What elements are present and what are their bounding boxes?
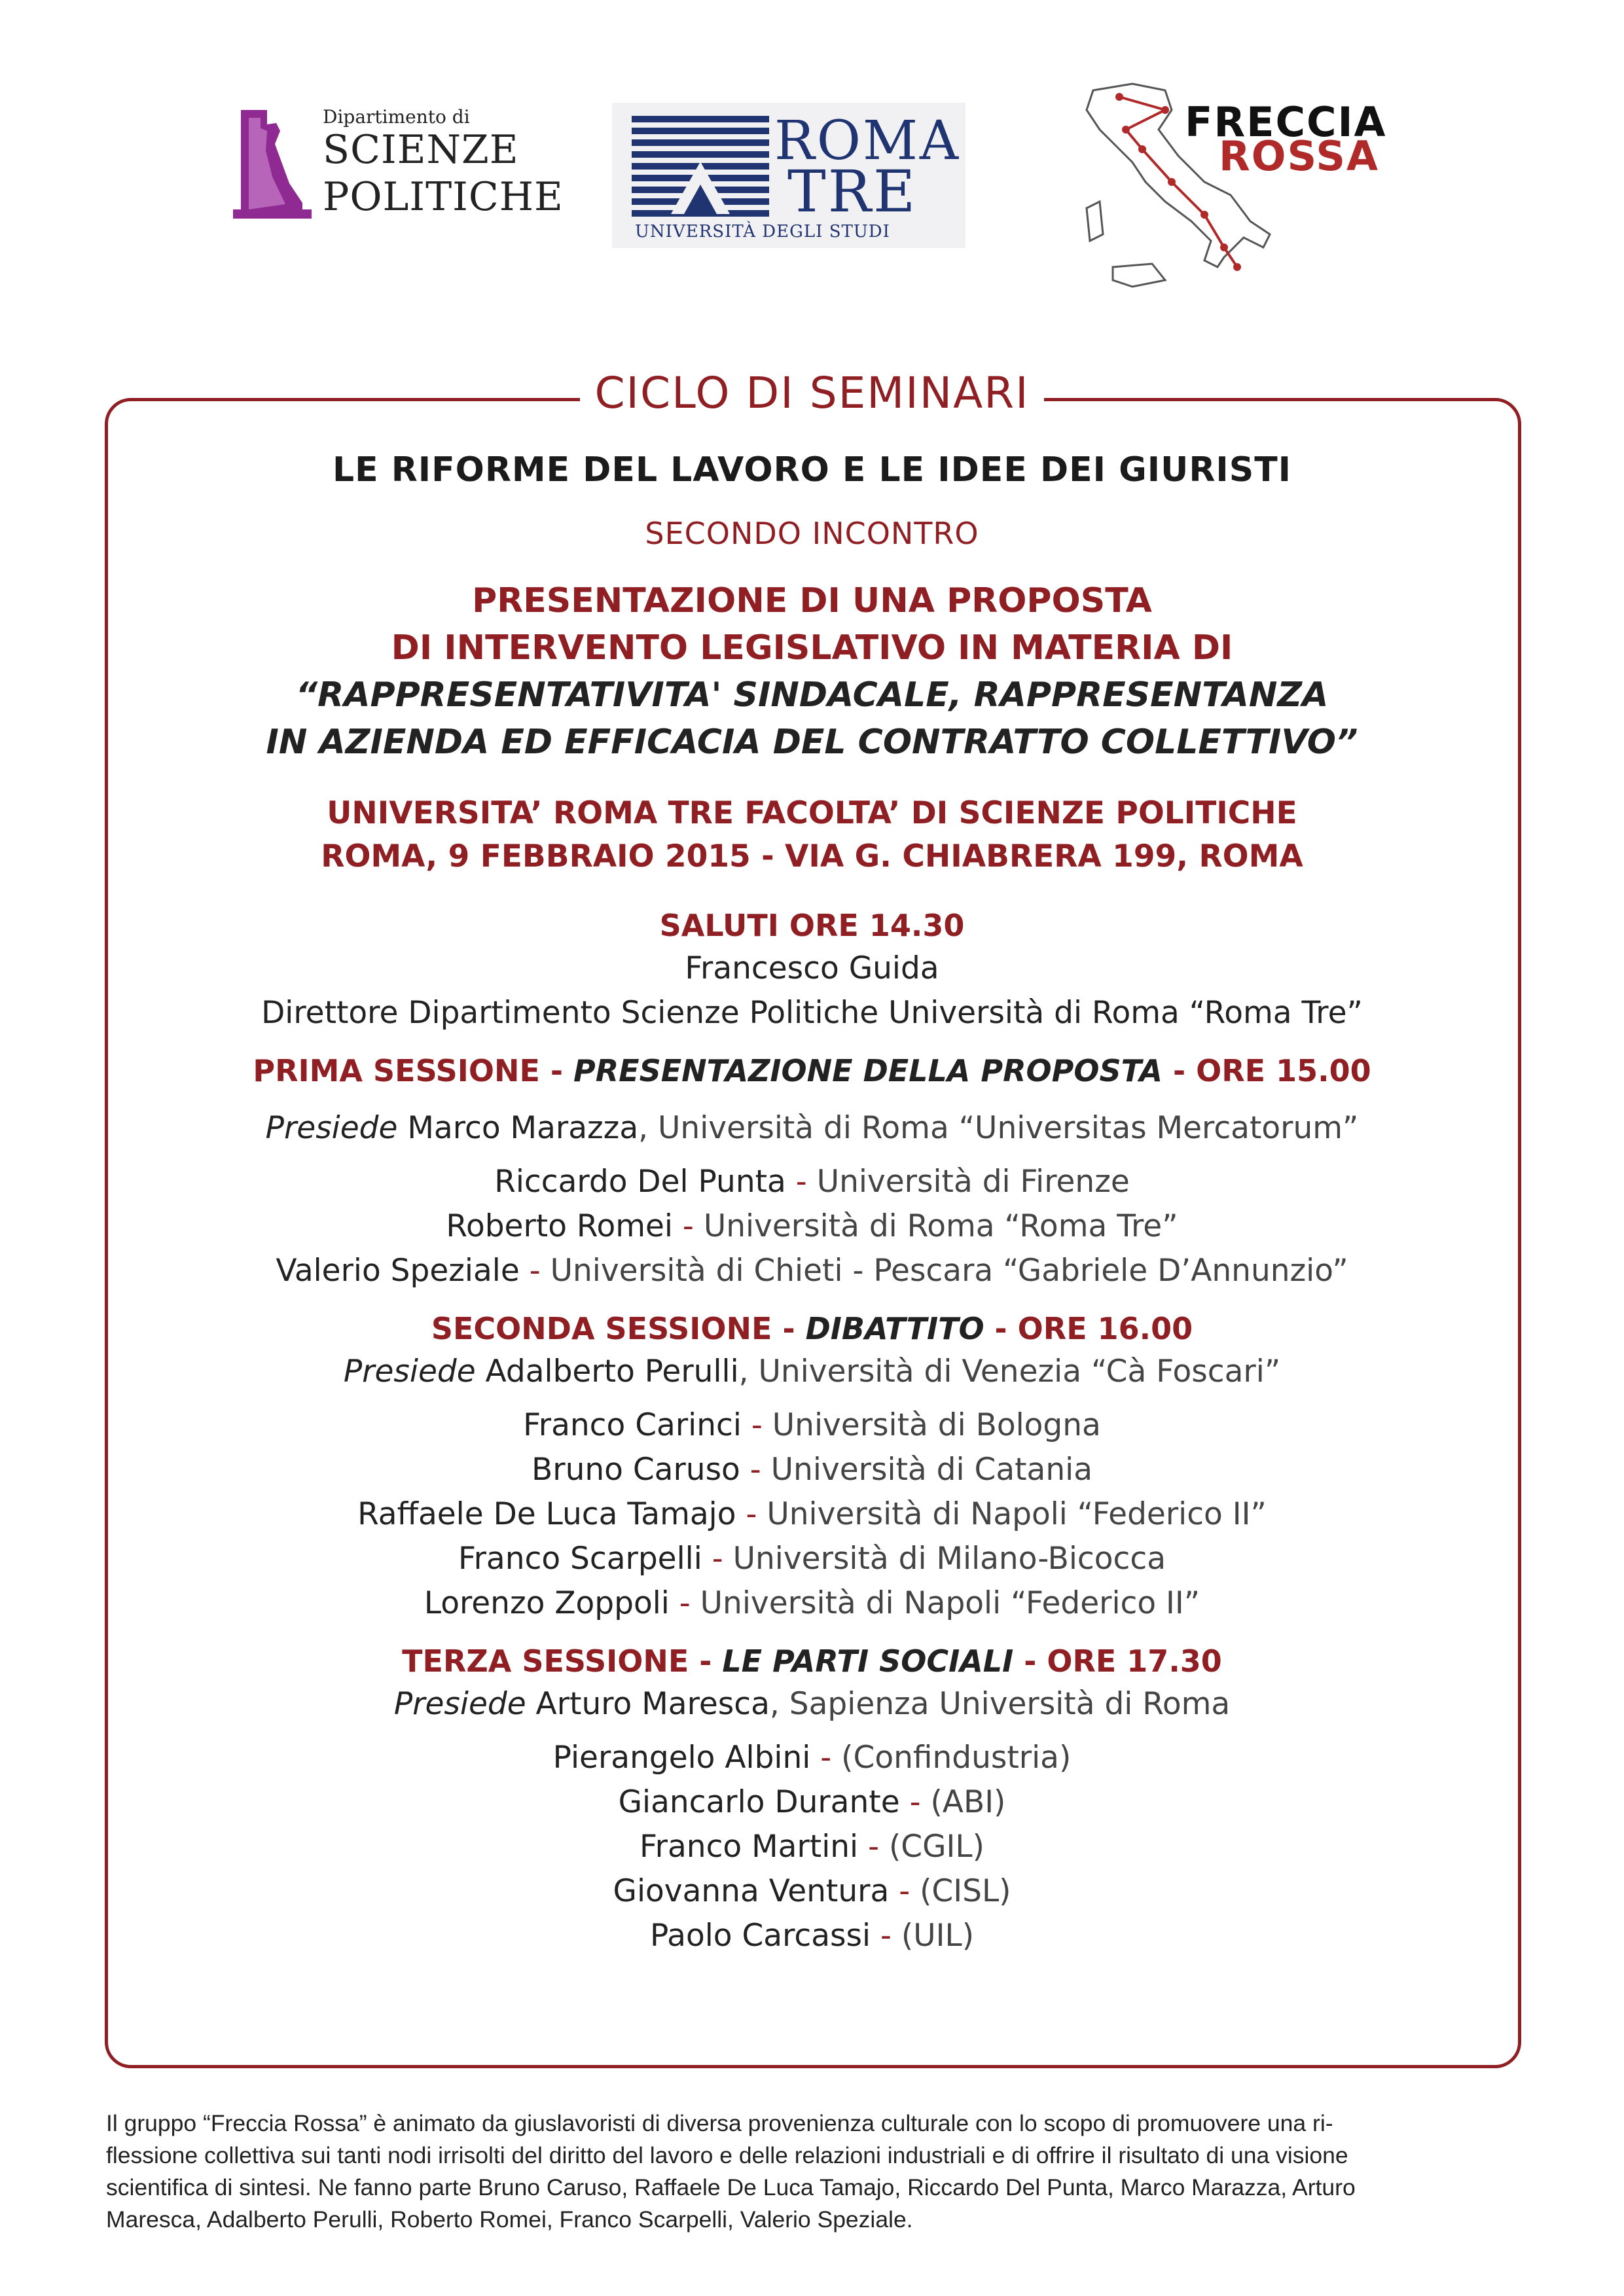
session2-time: - ORE 16.00 xyxy=(984,1311,1193,1346)
session2-topic: DIBATTITO xyxy=(805,1311,984,1346)
cycle-title xyxy=(0,368,1624,418)
venue-line-1: UNIVERSITA’ ROMA TRE FACOLTA’ DI SCIENZE POLITICHE xyxy=(327,795,1297,831)
footer-line-3: scientifica di sintesi. Ne fanno parte Bruno Caruso, Raffaele De Luca Tamajo, Riccardo Del Punta, Marco Marazza, Arturo xyxy=(106,2174,1356,2200)
session3-chair-name: Arturo Maresca xyxy=(526,1686,770,1722)
speaker-affiliation: (CISL) xyxy=(920,1873,1011,1909)
venue-line-2: ROMA, 9 FEBBRAIO 2015 - VIA G. CHIABRERA 199, ROMA xyxy=(321,838,1303,874)
roma-tre-logo xyxy=(612,103,965,248)
session1-label: PRIMA SESSIONE - xyxy=(253,1053,574,1088)
saluti-heading: SALUTI ORE 14.30 xyxy=(659,908,965,943)
session3-label: TERZA SESSIONE - xyxy=(402,1643,723,1679)
speaker-separator: - xyxy=(669,1585,700,1621)
dsp-logo-line2: POLITICHE xyxy=(323,174,564,220)
presentation-line-1: PRESENTAZIONE DI UNA PROPOSTA xyxy=(472,581,1152,620)
speaker-separator: - xyxy=(672,1208,704,1244)
meeting-subtitle: SECONDO INCONTRO xyxy=(645,516,979,551)
speaker-separator: - xyxy=(702,1541,733,1577)
session3-chair xyxy=(0,1682,1624,1727)
footer-line-4: Maresca, Adalberto Perulli, Roberto Romei, Franco Scarpelli, Valerio Speziale. xyxy=(106,2206,913,2233)
session1-speaker-list xyxy=(0,1160,1624,1293)
topic-line-1: “RAPPRESENTATIVITA' SINDACALE, RAPPRESENTANZA xyxy=(295,675,1329,715)
session2-chair xyxy=(0,1350,1624,1394)
session2-speaker-list xyxy=(0,1403,1624,1626)
session2-chair-aff: , Università di Venezia “Cà Foscari” xyxy=(738,1354,1281,1390)
session1-time: - ORE 15.00 xyxy=(1163,1053,1371,1088)
session3-chair-role: Presiede xyxy=(393,1686,526,1722)
speaker-line xyxy=(0,1403,1624,1448)
saluti-role: Direttore Dipartimento Scienze Politiche Università di Roma “Roma Tre” xyxy=(261,995,1363,1031)
speaker-separator: - xyxy=(740,1452,771,1488)
seminar-title: LE RIFORME DEL LAVORO E LE IDEE DEI GIURISTI xyxy=(332,450,1292,490)
session2-chair-role: Presiede xyxy=(343,1354,476,1390)
footer-note xyxy=(106,2108,1520,2236)
topic-line-2: IN AZIENDA ED EFFICACIA DEL CONTRATTO COLLETTIVO” xyxy=(266,723,1358,762)
speaker-separator: - xyxy=(519,1253,550,1289)
speaker-separator: - xyxy=(741,1407,772,1443)
speaker-separator: - xyxy=(889,1873,920,1909)
speaker-affiliation: Università di Chieti - Pescara “Gabriele D’Annunzio” xyxy=(550,1253,1348,1289)
speaker-affiliation: Università di Bologna xyxy=(772,1407,1101,1443)
speaker-affiliation: Università di Firenze xyxy=(816,1164,1130,1200)
speaker-name: Roberto Romei xyxy=(446,1208,673,1244)
speaker-affiliation: Università di Catania xyxy=(770,1452,1092,1488)
dsp-logo-small: Dipartimento di xyxy=(323,106,470,128)
speaker-line xyxy=(0,1204,1624,1249)
speaker-line xyxy=(0,1914,1624,1958)
speaker-separator: - xyxy=(810,1740,842,1776)
freccia-logo-line2: ROSSA xyxy=(1219,132,1379,180)
speaker-name: Pierangelo Albini xyxy=(552,1740,811,1776)
roma-tre-logo-line1: ROMA xyxy=(774,110,961,172)
saluti-name: Francesco Guida xyxy=(685,950,939,986)
session1-chair xyxy=(0,1106,1624,1151)
session2-heading xyxy=(0,1308,1624,1350)
speaker-affiliation: Università di Milano-Bicocca xyxy=(732,1541,1166,1577)
session3-topic: LE PARTI SOCIALI xyxy=(722,1643,1014,1679)
speaker-affiliation: Università di Roma “Roma Tre” xyxy=(703,1208,1178,1244)
session3-heading xyxy=(0,1640,1624,1682)
cycle-title-text: CICLO DI SEMINARI xyxy=(580,368,1043,418)
dsp-logo-line1: SCIENZE xyxy=(323,127,519,173)
speaker-line xyxy=(0,1780,1624,1825)
session2-chair-name: Adalberto Perulli xyxy=(475,1354,739,1390)
speaker-name: Franco Carinci xyxy=(523,1407,742,1443)
speaker-affiliation: (Confindustria) xyxy=(841,1740,1072,1776)
session1-topic: PRESENTAZIONE DELLA PROPOSTA xyxy=(573,1053,1163,1088)
speaker-separator: - xyxy=(785,1164,817,1200)
freccia-rossa-logo xyxy=(1074,71,1447,300)
speaker-separator: - xyxy=(871,1918,901,1954)
session3-chair-aff: , Sapienza Università di Roma xyxy=(769,1686,1231,1722)
speaker-name: Paolo Carcassi xyxy=(649,1918,871,1954)
speaker-affiliation: (ABI) xyxy=(930,1784,1006,1820)
roma-tre-logo-sub: UNIVERSITÀ DEGLI STUDI xyxy=(635,222,890,242)
speaker-name: Giovanna Ventura xyxy=(613,1873,890,1909)
speaker-separator: - xyxy=(899,1784,931,1820)
speaker-affiliation: (CGIL) xyxy=(888,1829,984,1865)
speaker-name: Giancarlo Durante xyxy=(618,1784,900,1820)
session2-label: SECONDA SESSIONE - xyxy=(431,1311,806,1346)
speaker-line xyxy=(0,1249,1624,1293)
speaker-name: Riccardo Del Punta xyxy=(494,1164,786,1200)
speaker-affiliation: Università di Napoli “Federico II” xyxy=(767,1496,1267,1532)
speaker-line xyxy=(0,1869,1624,1914)
speaker-affiliation: (UIL) xyxy=(901,1918,975,1954)
speaker-line xyxy=(0,1825,1624,1869)
speaker-line xyxy=(0,1537,1624,1581)
speaker-name: Franco Scarpelli xyxy=(458,1541,702,1577)
session1-heading xyxy=(0,1050,1624,1092)
footer-line-2: flessione collettiva sui tanti nodi irrisolti del diritto del lavoro e delle relazioni industriali e di offrire il risultato di una visione xyxy=(106,2142,1348,2168)
roma-tre-emblem-icon xyxy=(632,116,769,221)
speaker-separator: - xyxy=(736,1496,767,1532)
freccia-logo-line1: FRECCIA xyxy=(1185,98,1387,146)
speaker-line xyxy=(0,1581,1624,1626)
speaker-line xyxy=(0,1736,1624,1780)
speaker-name: Bruno Caruso xyxy=(532,1452,740,1488)
speaker-name: Raffaele De Luca Tamajo xyxy=(357,1496,736,1532)
session1-chair-name: Marco Marazza xyxy=(397,1110,639,1146)
session3-time: - ORE 17.30 xyxy=(1013,1643,1222,1679)
speaker-line xyxy=(0,1160,1624,1204)
speaker-separator: - xyxy=(858,1829,889,1865)
session3-speaker-list xyxy=(0,1736,1624,1958)
presentation-line-2: DI INTERVENTO LEGISLATIVO IN MATERIA DI xyxy=(391,628,1233,668)
dsp-logo xyxy=(229,105,564,226)
speaker-line xyxy=(0,1492,1624,1537)
roma-tre-logo-line2: TRE xyxy=(787,158,918,225)
footer-line-1: Il gruppo “Freccia Rossa” è animato da giuslavoristi di diversa provenienza culturale con lo scopo di promuovere una ri- xyxy=(106,2110,1333,2136)
speaker-name: Valerio Speziale xyxy=(276,1253,520,1289)
session1-chair-aff: , Università di Roma “Universitas Mercatorum” xyxy=(638,1110,1359,1146)
speaker-line xyxy=(0,1448,1624,1492)
statue-icon xyxy=(229,105,314,223)
speaker-name: Franco Martini xyxy=(640,1829,859,1865)
speaker-affiliation: Università di Napoli “Federico II” xyxy=(700,1585,1200,1621)
session1-chair-role: Presiede xyxy=(265,1110,398,1146)
program-content xyxy=(0,450,1624,1958)
speaker-name: Lorenzo Zoppoli xyxy=(424,1585,670,1621)
